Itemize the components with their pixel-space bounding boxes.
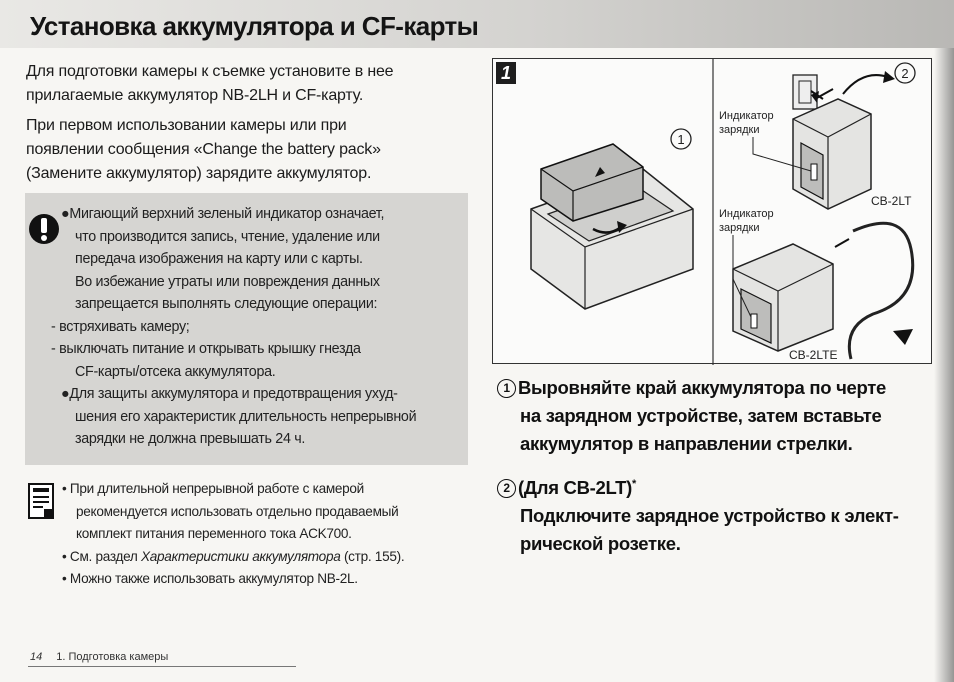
- memo-note-icon: [28, 483, 54, 519]
- note-text-part: (стр. 155).: [340, 548, 405, 564]
- step-circle-1: 1: [497, 379, 516, 398]
- instruction-line: на зарядном устройстве, затем вставьте: [520, 405, 882, 426]
- instruction-step-2: [497, 470, 899, 558]
- indicator-label-1: Индикатор: [719, 110, 774, 122]
- caution-text: [51, 203, 466, 451]
- model-label-cb2lt: CB-2LT: [871, 194, 912, 208]
- text-line: появлении сообщения «Change the battery pack»: [26, 141, 381, 158]
- note-emphasis: Характеристики аккумулятора: [141, 548, 341, 564]
- text-line: (Замените аккумулятор) зарядите аккумулятор.: [26, 165, 372, 182]
- step-mark-1-label: 1: [677, 132, 685, 147]
- page-title: Установка аккумулятора и CF-карты: [30, 11, 479, 41]
- note-line: • Можно также использовать аккумулятор NB-2L.: [62, 571, 358, 586]
- illustration-drawing: [493, 59, 933, 365]
- intro-paragraph-2: [26, 114, 466, 186]
- caution-line: CF-карты/отсека аккумулятора.: [75, 363, 276, 380]
- intro-paragraph-1: [26, 60, 466, 108]
- instruction-heading: (Для CB-2LT): [518, 477, 632, 499]
- caution-line: ●Мигающий верхний зеленый индикатор означает,: [61, 206, 385, 222]
- step-mark-2-label: 2: [901, 66, 909, 81]
- text-line: При первом использовании камеры или при: [26, 117, 347, 134]
- note-line: рекомендуется использовать отдельно продаваемый: [76, 503, 399, 519]
- text-line: прилагаемые аккумулятор NB-2LH и CF-карту.: [26, 87, 364, 104]
- section-name: 1. Подготовка камеры: [56, 651, 169, 663]
- footer-rule: [28, 666, 296, 667]
- model-label-cb2lte: CB-2LTE: [789, 348, 838, 362]
- indicator-label-1b: зарядки: [719, 124, 760, 136]
- indicator-label-2b: зарядки: [719, 222, 760, 234]
- note-line: • При длительной непрерывной работе с камерой: [62, 481, 364, 496]
- caution-line: - встряхивать камеру;: [51, 318, 190, 335]
- notes-text: [62, 478, 462, 591]
- instruction-line: аккумулятор в направлении стрелки.: [520, 433, 853, 454]
- cb-2lt-charger-drawing: [793, 71, 895, 209]
- caution-line: зарядки не должна превышать 24 ч.: [75, 431, 306, 447]
- charger-illustration: [492, 58, 932, 364]
- step-circle-2: 2: [497, 479, 516, 498]
- cb-2lte-charger-drawing: [733, 223, 913, 359]
- note-text-part: • См. раздел: [62, 548, 142, 564]
- caution-line: запрещается выполнять следующие операции:: [75, 296, 378, 312]
- page-footer: [30, 651, 168, 663]
- caution-line: ●Для защиты аккумулятора и предотвращения ухуд-: [61, 386, 398, 402]
- note-line: [62, 546, 462, 569]
- caution-exclamation-icon: [27, 210, 61, 248]
- instruction-step-1: [497, 374, 886, 458]
- instruction-line: Выровняйте край аккумулятора по черте: [518, 377, 887, 398]
- step-number-badge: 1: [496, 62, 516, 84]
- footnote-mark: *: [632, 478, 636, 490]
- page-edge-shadow: [934, 48, 954, 682]
- instruction-line: рической розетке.: [520, 533, 681, 555]
- page-number: 14: [30, 651, 43, 663]
- charger-with-battery-drawing: [531, 144, 693, 309]
- caution-line: Во избежание утраты или повреждения данных: [75, 273, 380, 290]
- instruction-line: Подключите зарядное устройство к элект-: [520, 505, 899, 527]
- caution-line: шения его характеристик длительность непрерывной: [75, 408, 417, 425]
- indicator-label-2: Индикатор: [719, 208, 774, 220]
- text-line: Для подготовки камеры к съемке установите в нее: [26, 63, 394, 80]
- caution-box: [25, 193, 468, 465]
- caution-line: что производится запись, чтение, удаление или: [75, 228, 380, 245]
- caution-line: - выключать питание и открывать крышку гнезда: [51, 341, 361, 357]
- note-line: комплект питания переменного тока ACK700.: [76, 526, 352, 541]
- caution-line: передача изображения на карту или с карты.: [75, 251, 363, 267]
